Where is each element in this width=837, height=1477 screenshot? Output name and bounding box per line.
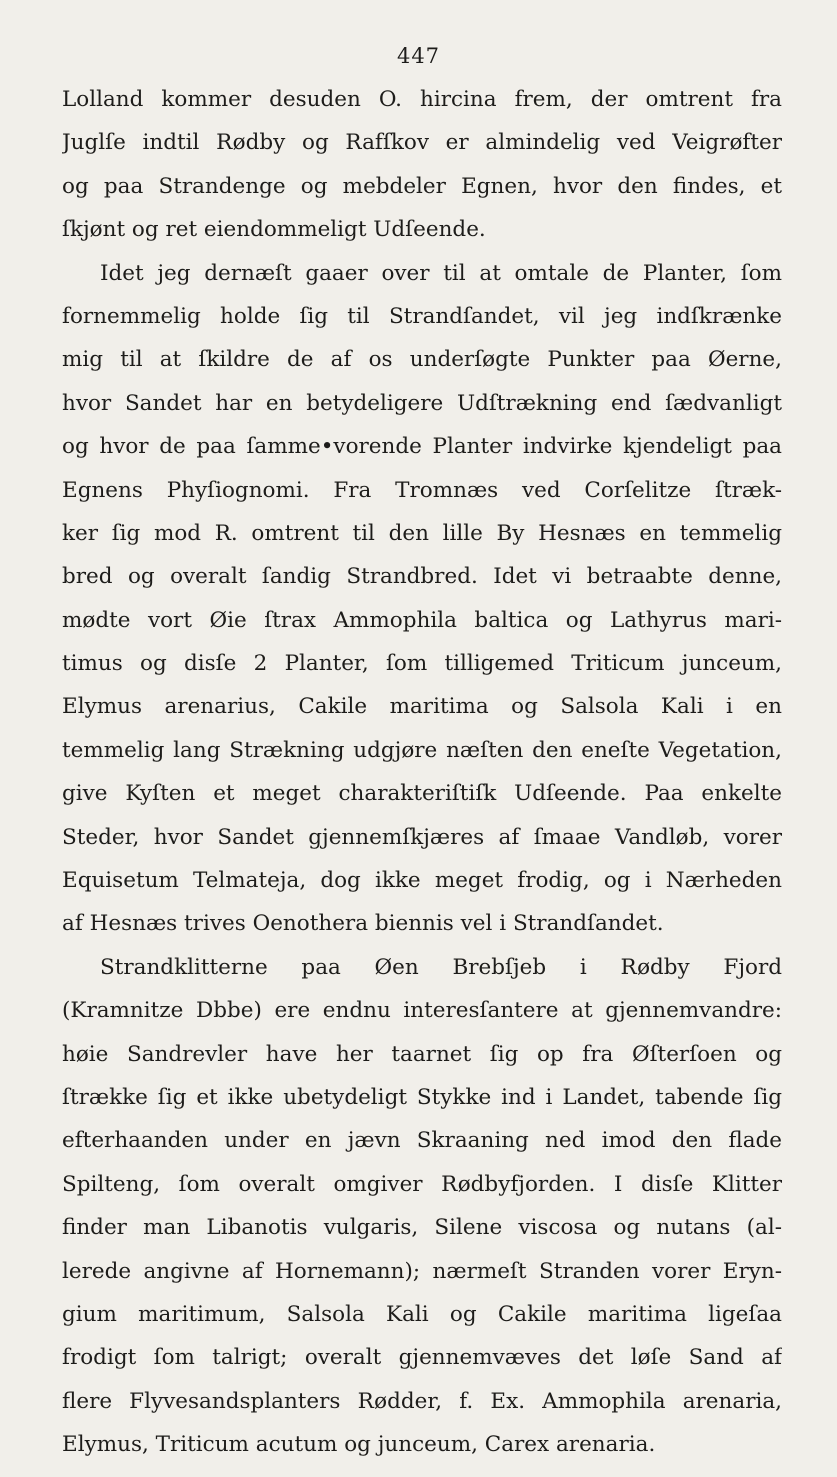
text-line: efterhaanden under en jævn Skraaning ned imod den flade [62, 1128, 782, 1154]
text-line: fornemmelig holde ſig til Strandſandet, vil jeg indſkrænke [62, 303, 782, 329]
text-line: ſtrække ſig et ikke ubetydeligt Stykke ind i Landet, tabende ſig [62, 1084, 782, 1110]
text-line: Egnens Phyſiognomi. Fra Tromnæs ved Corſelitze ſtræk- [62, 477, 782, 503]
text-line: af Hesnæs trives Oenothera biennis vel i Strandſandet. [62, 911, 664, 937]
text-line: mig til at ſkildre de af os underſøgte Punkter paa Øerne, [62, 347, 782, 373]
text-line: Idet jeg dernæſt gaaer over til at omtale de Planter, ſom [100, 260, 782, 286]
text-line: hvor Sandet har en betydeligere Udſtrækning end ſædvanligt [62, 390, 782, 416]
text-line: Strandklitterne paa Øen Brebſjeb i Rødby Fjord [100, 954, 782, 980]
text-line: Elymus, Triticum acutum og junceum, Carex arenaria. [62, 1432, 656, 1458]
text-line: og paa Strandenge og mebdeler Egnen, hvor den findes, et [62, 173, 782, 199]
text-line: Spilteng, ſom overalt omgiver Rødbyfjorden. I disſe Klitter [62, 1171, 782, 1197]
page-body-text [62, 78, 782, 1467]
text-line: Elymus arenarius, Cakile maritima og Salsola Kali i en [62, 694, 782, 720]
text-line: lerede angivne af Hornemann); nærmeſt Stranden vorer Eryn- [62, 1258, 782, 1284]
text-line: Steder, hvor Sandet gjennemſkjæres af ſmaae Vandløb, vorer [62, 824, 782, 850]
page-number: 447 [396, 44, 441, 68]
text-line: mødte vort Øie ſtrax Ammophila baltica og Lathyrus mari- [62, 607, 782, 633]
text-line: give Kyſten et meget charakteriſtiſk Udſeende. Paa enkelte [62, 781, 782, 807]
text-line: finder man Libanotis vulgaris, Silene viscosa og nutans (al- [62, 1215, 782, 1241]
text-line: temmelig lang Strækning udgjøre næſten den eneſte Vegetation, [62, 737, 782, 763]
text-line: frodigt ſom talrigt; overalt gjennemvæves det løſe Sand af [62, 1345, 782, 1371]
text-line: ſkjønt og ret eiendommeligt Udſeende. [62, 217, 486, 243]
text-line: Equisetum Telmateja, dog ikke meget frodig, og i Nærheden [62, 868, 782, 894]
text-line: flere Flyvesandsplanters Rødder, f. Ex. Ammophila arenaria, [62, 1388, 782, 1414]
text-line: ker ſig mod R. omtrent til den lille By Hesnæs en temmelig [62, 520, 782, 546]
text-line: Lolland kommer desuden O. hircina frem, der omtrent fra [62, 87, 782, 112]
text-line: timus og disſe 2 Planter, ſom tilligemed Triticum junceum, [62, 651, 782, 677]
text-line: gium maritimum, Salsola Kali og Cakile maritima ligeſaa [62, 1301, 782, 1327]
text-line: høie Sandrevler have her taarnet ſig op fra Øſterſoen og [62, 1041, 782, 1067]
text-line: og hvor de paa ſamme•vorende Planter indvirke kjendeligt paa [62, 434, 782, 460]
text-line: bred og overalt ſandig Strandbred. Idet vi betraabte denne, [62, 564, 782, 590]
text-line: Juglſe indtil Rødby og Rafſkov er almindelig ved Veigrøfter [62, 130, 782, 156]
text-line: (Kramnitze Dbbe) ere endnu interesſantere at gjennemvandre: [62, 998, 782, 1024]
